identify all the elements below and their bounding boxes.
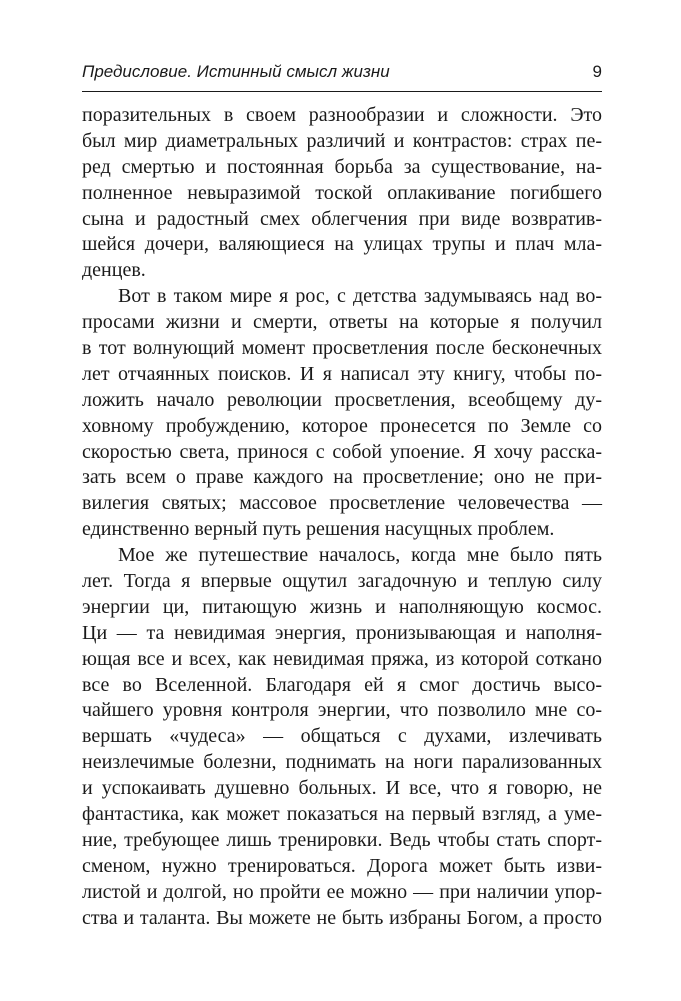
text-line: и успокаивать душевно больных. И все, что я говорю, не <box>82 777 602 800</box>
text-line: листой и долгой, но пройти ее можно — при наличии упор- <box>82 880 602 903</box>
text-line: лет отчаянных поисков. И я написал эту книгу, чтобы по- <box>82 362 602 385</box>
header-rule <box>82 91 602 92</box>
text-line: в тот волнующий момент просветления после бесконечных <box>82 337 602 360</box>
text-line: сына и радостный смех облегчения при виде возвратив- <box>82 207 602 230</box>
text-line: полненное невыразимой тоской оплакивание погибшего <box>82 181 602 204</box>
chapter-title: Предисловие. Истинный смысл жизни <box>82 62 390 81</box>
text-line: ховному пробуждению, которое пронесется по Земле со <box>82 414 602 437</box>
running-head <box>82 62 602 86</box>
text-line: зать всем о праве каждого на просветление; оно не при- <box>82 466 602 489</box>
text-line: ющая все и всех, как невидимая пряжа, из которой соткано <box>82 647 602 670</box>
text-line: ние, требующее лишь тренировки. Ведь чтобы стать спорт- <box>82 828 602 851</box>
text-line: лет. Тогда я впервые ощутил загадочную и теплую силу <box>82 570 602 593</box>
text-line: ложить начало революции просветления, всеобщему ду- <box>82 388 602 411</box>
text-line: единственно верный путь решения насущных проблем. <box>82 518 555 541</box>
text-line: шейся дочери, валяющиеся на улицах трупы и плач мла- <box>82 233 602 256</box>
page-number: 9 <box>592 62 602 81</box>
text-line: просами жизни и смерти, ответы на которые я получил <box>82 311 602 334</box>
text-line: поразительных в своем разнообразии и сложности. Это <box>82 104 602 126</box>
text-line: вилегия святых; массовое просветление человечества — <box>82 492 602 515</box>
text-line: скоростью света, принося с собой упоение. Я хочу расска- <box>82 440 602 463</box>
body-text <box>82 103 602 932</box>
text-line: сменом, нужно тренироваться. Дорога может быть изви- <box>82 854 602 877</box>
text-line: чайшего уровня контроля энергии, что позволило мне со- <box>82 699 602 722</box>
text-line: Вот в таком мире я рос, с детства задумываясь над во- <box>118 285 602 308</box>
text-line: Мое же путешествие началось, когда мне было пять <box>118 544 602 567</box>
text-line: ства и таланта. Вы можете не быть избраны Богом, а просто <box>82 906 602 929</box>
text-line: был мир диаметральных различий и контрастов: страх пе- <box>82 129 602 152</box>
text-line: Ци — та невидимая энергия, пронизывающая и наполня- <box>82 621 602 644</box>
text-line: денцев. <box>82 259 146 282</box>
text-line: вершать «чудеса» — общаться с духами, излечивать <box>82 725 602 748</box>
text-line: фантастика, как может показаться на первый взгляд, а уме- <box>82 803 602 826</box>
text-line: неизлечимые болезни, поднимать на ноги парализованных <box>82 751 602 774</box>
text-line: все во Вселенной. Благодаря ей я смог достичь высо- <box>82 673 602 696</box>
text-line: энергии ци, питающую жизнь и наполняющую космос. <box>82 595 602 618</box>
text-line: ред смертью и постоянная борьба за существование, на- <box>82 155 602 178</box>
